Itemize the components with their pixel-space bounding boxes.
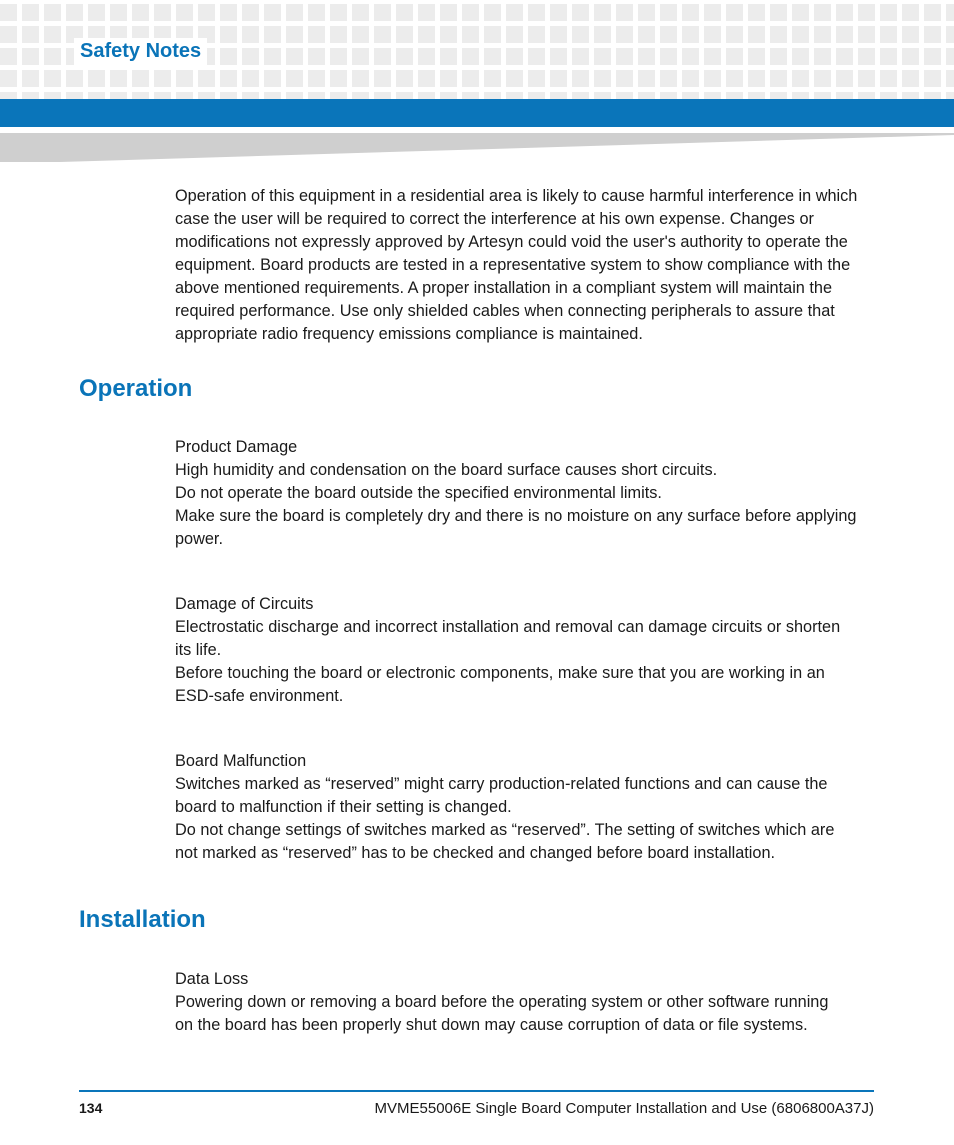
notice-title: Data Loss <box>175 970 249 988</box>
running-header-title: Safety Notes <box>74 38 207 65</box>
product-damage-notice <box>175 436 875 551</box>
intro-line: required performance. Use only shielded cables when connecting peripherals to assure that <box>175 302 835 320</box>
intro-line: appropriate radio frequency emissions compliance is maintained. <box>175 325 643 343</box>
notice-line: Electrostatic discharge and incorrect installation and removal can damage circuits or shorten <box>175 618 841 636</box>
document-title: MVME55006E Single Board Computer Installation and Use (6806800A37J) <box>374 1100 874 1117</box>
intro-line: above mentioned requirements. A proper installation in a compliant system will maintain the <box>175 279 833 297</box>
notice-title: Board Malfunction <box>175 752 307 770</box>
damage-of-circuits-notice <box>175 593 875 708</box>
operation-heading: Operation <box>79 375 193 402</box>
intro-line: case the user will be required to correct the interference at his own expense. Changes or <box>175 210 814 228</box>
notice-line: High humidity and condensation on the board surface causes short circuits. <box>175 461 718 479</box>
notice-line: Make sure the board is completely dry and there is no moisture on any surface before applying <box>175 507 857 525</box>
notice-line: Do not operate the board outside the specified environmental limits. <box>175 484 662 502</box>
header-blue-bar <box>0 99 954 127</box>
notice-line: Before touching the board or electronic components, make sure that you are working in an <box>175 664 825 682</box>
notice-line: on the board has been properly shut down may cause corruption of data or file systems. <box>175 1016 808 1034</box>
notice-line: board to malfunction if their setting is changed. <box>175 798 512 816</box>
intro-paragraph <box>175 185 875 346</box>
notice-line: Switches marked as “reserved” might carry production-related functions and can cause the <box>175 775 828 793</box>
notice-line: power. <box>175 530 223 548</box>
intro-line: modifications not expressly approved by Artesyn could void the user's authority to operate the <box>175 233 848 251</box>
notice-title: Product Damage <box>175 438 298 456</box>
intro-line: Operation of this equipment in a residential area is likely to cause harmful interference in which <box>175 187 858 205</box>
board-malfunction-notice <box>175 750 875 865</box>
notice-line: ESD-safe environment. <box>175 687 344 705</box>
installation-heading: Installation <box>79 906 206 933</box>
notice-line: Do not change settings of switches marked as “reserved”. The setting of switches which are <box>175 821 835 839</box>
notice-line: not marked as “reserved” has to be checked and changed before board installation. <box>175 844 776 862</box>
page-number: 134 <box>79 1100 103 1116</box>
footer-rule <box>79 1090 874 1092</box>
notice-line: its life. <box>175 641 222 659</box>
data-loss-notice <box>175 968 875 1037</box>
intro-line: equipment. Board products are tested in a representative system to show compliance with the <box>175 256 851 274</box>
notice-title: Damage of Circuits <box>175 595 314 613</box>
notice-line: Powering down or removing a board before the operating system or other software running <box>175 993 829 1011</box>
header-gray-wedge <box>0 131 954 163</box>
